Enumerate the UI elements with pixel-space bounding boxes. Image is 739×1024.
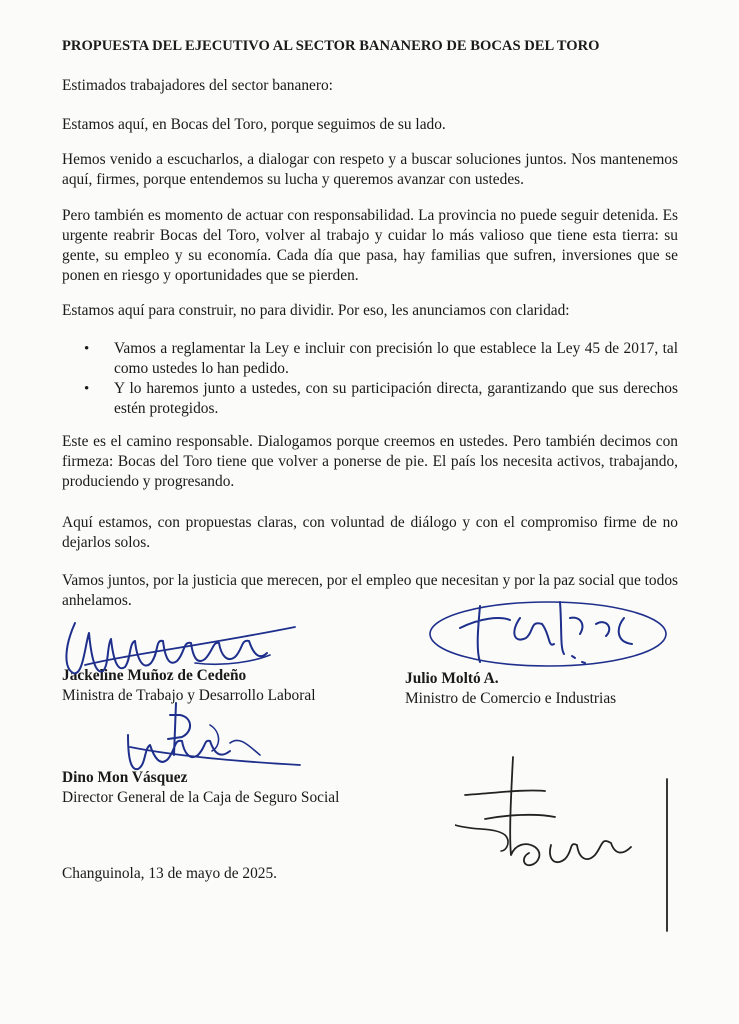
signatory-role: Ministra de Trabajo y Desarrollo Laboral: [62, 687, 316, 704]
paragraph-5: Este es el camino responsable. Dialogamos porque creemos en ustedes. Pero también decimos con firmeza: Bocas del Toro tiene que volver a ponerse de pie. El país los necesita activos, trabajando, produciendo y progresando.: [62, 433, 678, 490]
signatory-name: Jackeline Muñoz de Cedeño: [62, 667, 247, 684]
signatory-name: Julio Moltó A.: [405, 670, 499, 687]
bullet-item: • Y lo haremos junto a ustedes, con su participación directa, garantizando que sus derechos estén protegidos.: [84, 380, 678, 417]
signatory-role: Ministro de Comercio e Industrias: [405, 690, 617, 707]
paragraph-2: Hemos venido a escucharlos, a dialogar con respeto y a buscar soluciones juntos. Nos mantenemos aquí, firmes, porque entendemos su lucha y queremos avanzar con ustedes.: [62, 151, 678, 188]
signature-4-drawing: [455, 755, 675, 935]
bullet-item: • Vamos a reglamentar la Ley e incluir con precisión lo que establece la Ley 45 de 2017, tal como ustedes lo han pedido.: [84, 340, 678, 377]
signature-2-drawing: [410, 588, 670, 678]
signatory-name: Dino Mon Vásquez: [62, 769, 188, 786]
paragraph-7: Vamos juntos, por la justicia que merecen, por el empleo que necesitan y por la paz social que todos anhelamos.: [62, 572, 678, 609]
paragraph-1: Estamos aquí, en Bocas del Toro, porque seguimos de su lado.: [62, 116, 446, 133]
bullet-icon: •: [84, 341, 90, 357]
signatory-role: Director General de la Caja de Seguro Social: [62, 789, 340, 806]
signature-3-drawing: [110, 695, 310, 785]
greeting: Estimados trabajadores del sector bananero:: [62, 77, 333, 94]
place-date: Changuinola, 13 de mayo de 2025.: [62, 865, 278, 882]
paragraph-4: Estamos aquí para construir, no para dividir. Por eso, les anunciamos con claridad:: [62, 302, 570, 319]
paragraph-3: Pero también es momento de actuar con responsabilidad. La provincia no puede seguir detenida. Es urgente reabrir Bocas del Toro, volver al trabajo y cuidar lo más valioso que tiene esta tierra: su gente, su empleo y su economía. Cada día que pasa, hay familias que sufren, inversiones que se ponen en riesgo y oportunidades que se pierden.: [62, 207, 678, 284]
bullet-icon: •: [84, 381, 90, 397]
paragraph-6: Aquí estamos, con propuestas claras, con voluntad de diálogo y con el compromiso firme de no dejarlos solos.: [62, 514, 678, 551]
document-title: PROPUESTA DEL EJECUTIVO AL SECTOR BANANERO DE BOCAS DEL TORO: [62, 38, 600, 54]
bullet-list: [62, 339, 678, 419]
signature-1-drawing: [55, 605, 305, 685]
